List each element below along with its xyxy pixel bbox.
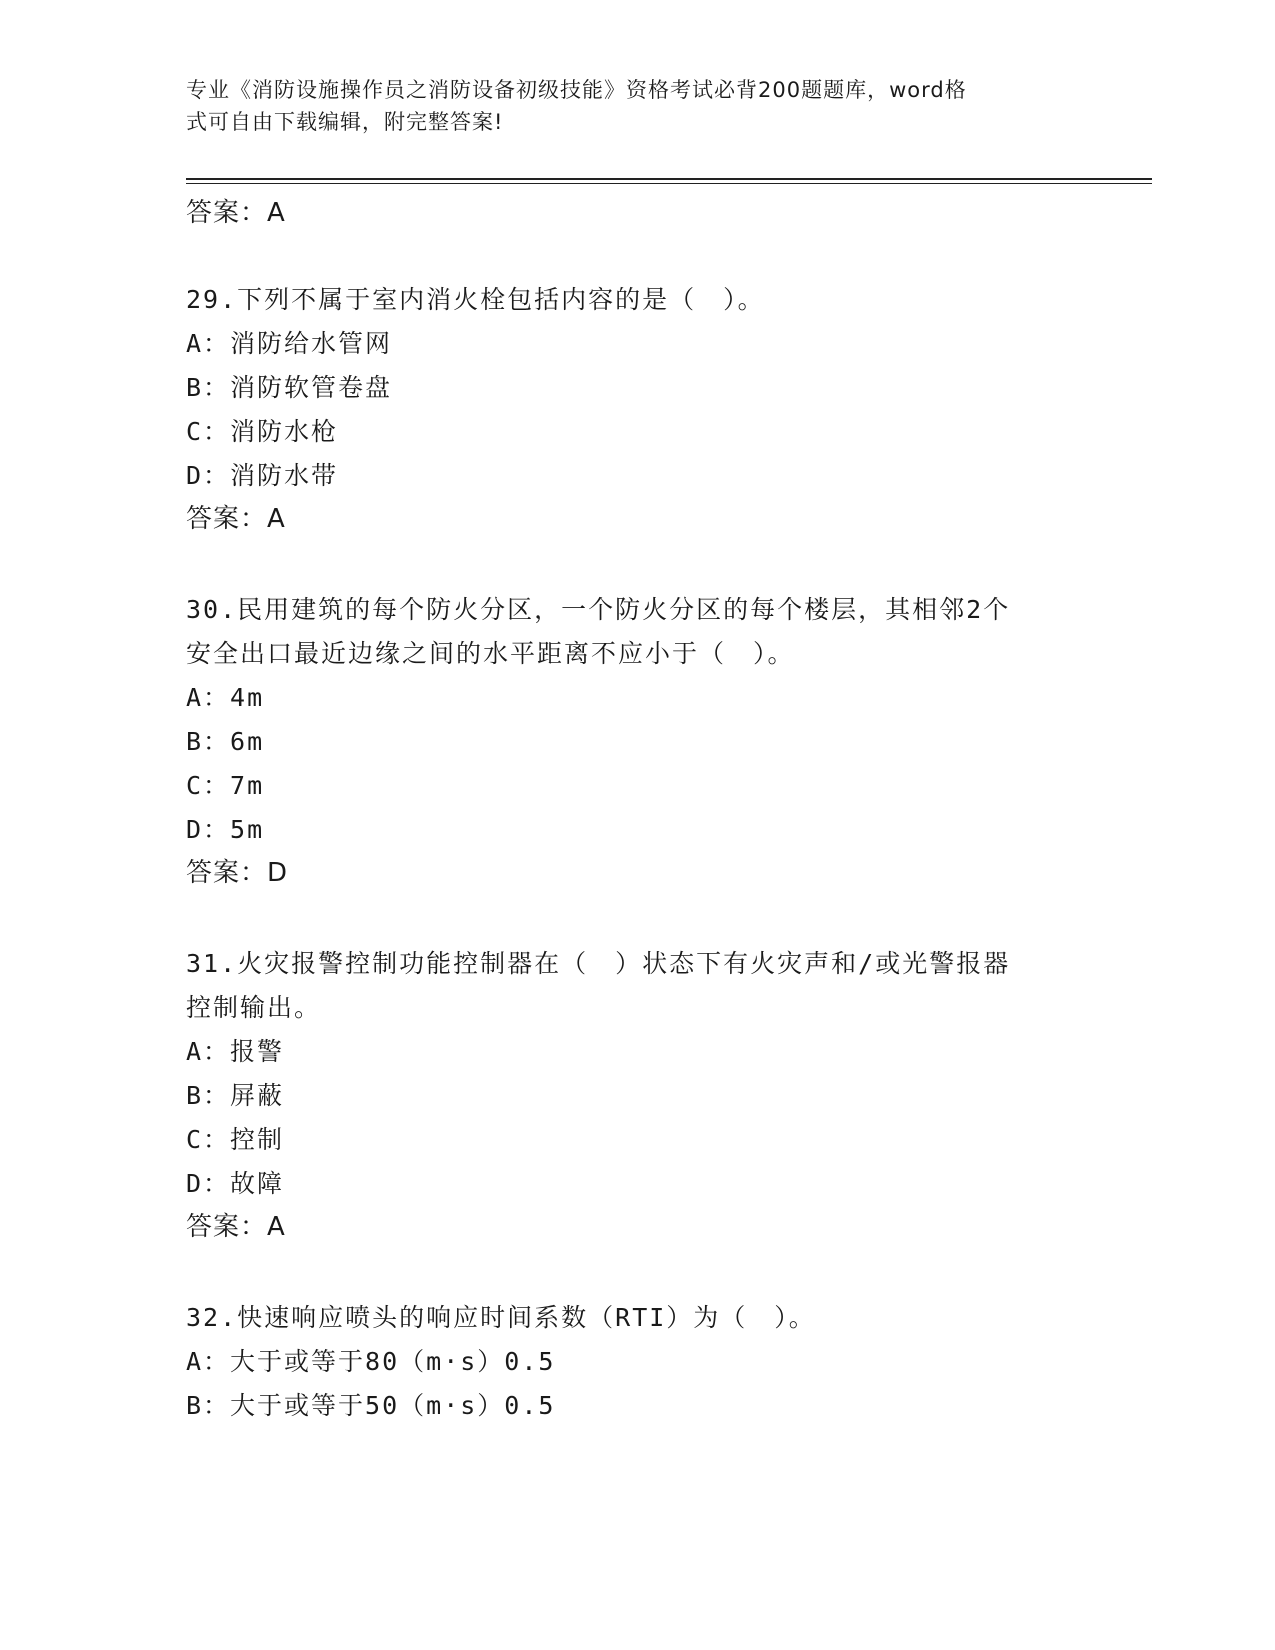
option-b: B：大于或等于50（m·s）0.5	[186, 1391, 556, 1420]
answer-line: 答案：A	[186, 1212, 286, 1242]
option-a: A：4m	[186, 683, 265, 712]
option-d: D：5m	[186, 815, 265, 844]
option-d: D：故障	[186, 1169, 285, 1198]
question-stem: 29.下列不属于室内消火栓包括内容的是（ ）。	[186, 285, 765, 314]
header-line-1: 专业《消防设施操作员之消防设备初级技能》资格考试必背200题题库，word格	[186, 78, 967, 102]
document-header	[186, 74, 1066, 138]
option-a: A：大于或等于80（m·s）0.5	[186, 1347, 556, 1376]
option-b: B：屏蔽	[186, 1081, 285, 1110]
question-stem: 31.火灾报警控制功能控制器在（ ）状态下有火灾声和/或光警报器	[186, 949, 1011, 978]
header-divider	[186, 178, 1152, 180]
option-b: B：消防软管卷盘	[186, 373, 393, 402]
question-stem-continued: 安全出口最近边缘之间的水平距离不应小于（ ）。	[186, 639, 795, 668]
option-c: C：控制	[186, 1125, 285, 1154]
question-stem-continued: 控制输出。	[186, 993, 322, 1022]
option-d: D：消防水带	[186, 461, 339, 490]
option-a: A：报警	[186, 1037, 285, 1066]
answer-line: 答案：D	[186, 858, 289, 888]
header-divider-thin	[186, 183, 1152, 184]
answer-line: 答案：A	[186, 504, 286, 534]
option-c: C：7m	[186, 771, 265, 800]
option-b: B：6m	[186, 727, 265, 756]
question-stem: 30.民用建筑的每个防火分区，一个防火分区的每个楼层，其相邻2个	[186, 595, 1011, 624]
option-a: A：消防给水管网	[186, 329, 393, 358]
question-stem: 32.快速响应喷头的响应时间系数（RTI）为（ ）。	[186, 1303, 816, 1332]
answer-line: 答案：A	[186, 198, 286, 228]
header-line-2: 式可自由下载编辑，附完整答案!	[186, 110, 504, 134]
option-c: C：消防水枪	[186, 417, 339, 446]
